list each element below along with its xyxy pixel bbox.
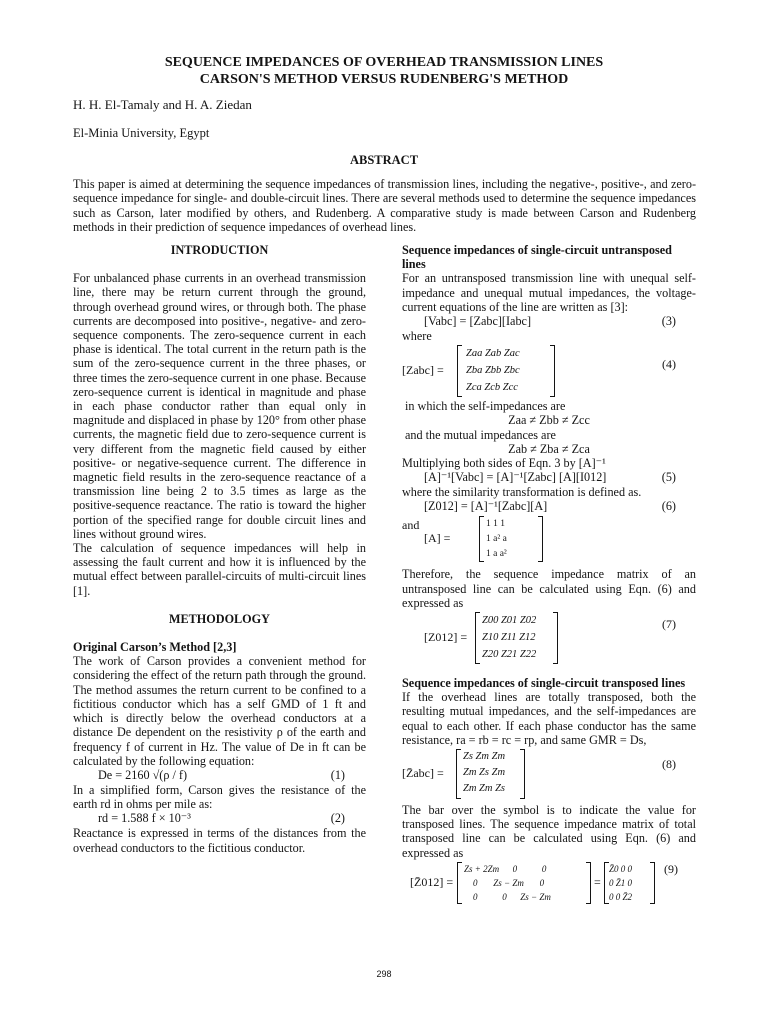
methodology-heading: METHODOLOGY	[169, 611, 270, 626]
authors: H. H. El-Tamaly and H. A. Ziedan	[73, 97, 252, 112]
and-text: and	[402, 518, 420, 533]
equation-1	[73, 768, 366, 783]
right-bracket	[538, 516, 543, 562]
right-bracket	[650, 862, 655, 904]
matrix-row: Zm Zm Zs	[463, 783, 506, 795]
equation-5-body: [A]⁻¹[Vabc] = [A]⁻¹[Zabc] [A][I012]	[424, 470, 607, 485]
matrix-row: Zs Zm Zm	[463, 751, 506, 763]
similarity-text: where the similarity transformation is defined as.	[402, 485, 642, 500]
equation-4-matrix	[402, 343, 696, 399]
equation-9-number: (9)	[664, 861, 678, 876]
equation-4-number: (4)	[662, 357, 676, 372]
matrix-row: Z20 Z21 Z22	[482, 649, 537, 661]
equation-7-matrix	[402, 610, 696, 666]
matrix-row: 0 0 Z̄2	[609, 891, 633, 902]
introduction-paragraph-2: The calculation of sequence impedances will help in assessing the fault current and how it is influenced by the mutual effect between parallel-circuits of multi-circuit lines [1].	[73, 541, 366, 598]
matrix-row: Z10 Z11 Z12	[482, 632, 536, 644]
right-bracket	[520, 749, 525, 799]
matrix-row: 1 1 1	[486, 519, 505, 530]
transposed-heading: Sequence impedances of single-circuit transposed lines	[402, 676, 686, 691]
where-text: where	[402, 329, 432, 344]
abstract-text: This paper is aimed at determining the sequence impedances of transmission lines, including the negative-, positive-, and zero-sequence impedance for single- and double-circuit lines. There are several methods used to determine the sequence impedances such as Carson, later modified by others, and Rudenberg. A comparative study is made between Carson and Rudenberg methods in their prediction of sequence impedances of overhead lines.	[73, 177, 696, 235]
right-bracket	[550, 345, 555, 397]
equation-8-matrix	[402, 747, 696, 801]
bar-paragraph: The bar over the symbol is to indicate the value for transposed lines. The sequence impedance matrix of total transposed line can be calculated using Eqn. (6) and expressed as	[402, 803, 696, 860]
equation-8-number: (8)	[662, 757, 676, 772]
introduction-heading: INTRODUCTION	[170, 243, 269, 257]
multiplying-text: Multiplying both sides of Eqn. 3 by [A]⁻¹	[402, 456, 606, 471]
matrix-a-label: [A] =	[424, 531, 451, 546]
equation-6-body: [Z012] = [A]⁻¹[Zabc][A]	[424, 499, 548, 514]
equation-2-number: (2)	[330, 811, 345, 826]
equation-1-body: De = 2160 √(ρ / f)	[98, 767, 188, 782]
equation-7-label: [Z012] =	[424, 630, 468, 645]
equation-2	[73, 811, 366, 826]
right-bracket	[553, 612, 558, 664]
mutual-impedance-text: and the mutual impedances are	[405, 427, 556, 442]
self-impedance-text: in which the self-impedances are	[405, 399, 566, 414]
mutual-impedance-equation: Zab ≠ Zba ≠ Zca	[508, 441, 590, 456]
paper-title-line-2: CARSON'S METHOD VERSUS RUDENBERG'S METHOD	[199, 72, 569, 87]
equation-6-number: (6)	[661, 499, 676, 514]
equation-8-label: [Z̄abc] =	[402, 766, 444, 781]
transposed-paragraph: If the overhead lines are totally transposed, both the resulting mutual impedances, and the self-impedances are equal to each other. If each phase conductor has the same resistance, ra = rb = rc = rp, and same GMR = Ds,	[402, 690, 696, 747]
carson-paragraph-2: In a simplified form, Carson gives the resistance of the earth rd in ohms per mile as:	[73, 782, 366, 812]
matrix-row: Z̄0 0 0	[609, 863, 633, 874]
matrix-row: 1 a a²	[486, 549, 507, 560]
matrix-a	[402, 514, 696, 564]
untransposed-heading: Sequence impedances of single-circuit untransposed lines	[402, 243, 672, 272]
carson-paragraph-3: Reactance is expressed in terms of the distances from the overhead conductors to the fictitious conductor.	[73, 826, 366, 855]
affiliation: El-Minia University, Egypt	[73, 126, 210, 140]
left-bracket	[456, 749, 461, 799]
self-impedance-equation: Zaa ≠ Zbb ≠ Zcc	[508, 413, 590, 428]
paper-title-line-1: SEQUENCE IMPEDANCES OF OVERHEAD TRANSMISSION LINES	[164, 55, 604, 70]
matrix-row: 0 Zs − Zm 0	[464, 877, 545, 888]
right-column	[402, 243, 696, 906]
left-bracket	[457, 862, 462, 904]
matrix-row: Zm Zs Zm	[463, 767, 506, 779]
left-bracket	[475, 612, 480, 664]
left-bracket	[457, 345, 462, 397]
equation-4-label: [Zabc] =	[402, 363, 444, 378]
untransposed-paragraph: For an untransposed transmission line with unequal self-impedance and unequal mutual impedances, the voltage-current equations of the line are written as [3]:	[402, 271, 696, 314]
right-bracket	[586, 862, 591, 904]
therefore-paragraph: Therefore, the sequence impedance matrix of an untransposed line can be calculated using Eqn. (6) and expressed as	[402, 567, 696, 610]
matrix-row: Zba Zbb Zbc	[466, 365, 520, 377]
equation-1-number: (1)	[330, 767, 345, 782]
matrix-row: 0 0 Zs − Zm	[464, 891, 551, 902]
equation-2-body: rd = 1.588 f × 10⁻³	[98, 811, 191, 826]
page-number: 298	[376, 969, 392, 979]
equation-5-number: (5)	[661, 470, 676, 485]
equation-3-number: (3)	[661, 314, 676, 329]
equals-sign: =	[594, 874, 601, 889]
left-bracket	[479, 516, 484, 562]
left-column	[73, 243, 366, 855]
matrix-row: 1 a² a	[486, 534, 507, 545]
matrix-row: Zaa Zab Zac	[466, 348, 520, 360]
matrix-row: 0 Z̄1 0	[609, 877, 633, 888]
equation-9-label: [Z̄012] =	[410, 874, 454, 889]
carson-method-heading: Original Carson’s Method [2,3]	[73, 640, 237, 655]
carson-paragraph-1: The work of Carson provides a convenient method for considering the effect of the return path through the ground. The method assumes the return current to be confined to a fictitious conductor which has a self GMD of 1 ft and which is directly below the overhead conductors at a distance De dependent on the resistivity ρ of the earth and frequency f of current in Hz. The value of De in ft can be calculated by the following equation:	[73, 654, 366, 768]
equation-3	[402, 314, 696, 329]
equation-9-matrix	[402, 860, 696, 906]
matrix-row: Zca Zcb Zcc	[466, 382, 518, 394]
matrix-row: Zs + 2Zm 0 0	[464, 863, 547, 874]
matrix-row: Z00 Z01 Z02	[482, 615, 537, 627]
equation-3-body: [Vabc] = [Zabc][Iabc]	[424, 314, 532, 329]
equation-7-number: (7)	[662, 617, 676, 632]
introduction-paragraph-1: For unbalanced phase currents in an overhead transmission line, there may be return current through the ground, through overhead ground wires, or through both. The phase currents are decomposed into positive-, negative- and zero-sequence components. The zero-sequence current in each phase is identical. The total current in the return path is the sum of the zero-sequence current in the three phases, or three times the zero-sequence current in one phase. Because zero-sequence current is identical in magnitude and phase in each phase conductor rather than equal only in magnitude and displaced in phase by 120° from other phase currents, the magnetic field due to zero-sequence current is very different from the magnetic field caused by either positive- or negative-sequence current. The difference in magnetic field results in the zero-sequence reactance of a transmission line being 2 to 3.5 times as large as the positive-sequence reactance. The ratio is toward the higher portion of the specified range for double circuit lines and lines without ground wires.	[73, 271, 366, 541]
abstract-heading: ABSTRACT	[349, 153, 419, 167]
equation-5	[402, 470, 696, 485]
equation-6	[402, 499, 696, 514]
